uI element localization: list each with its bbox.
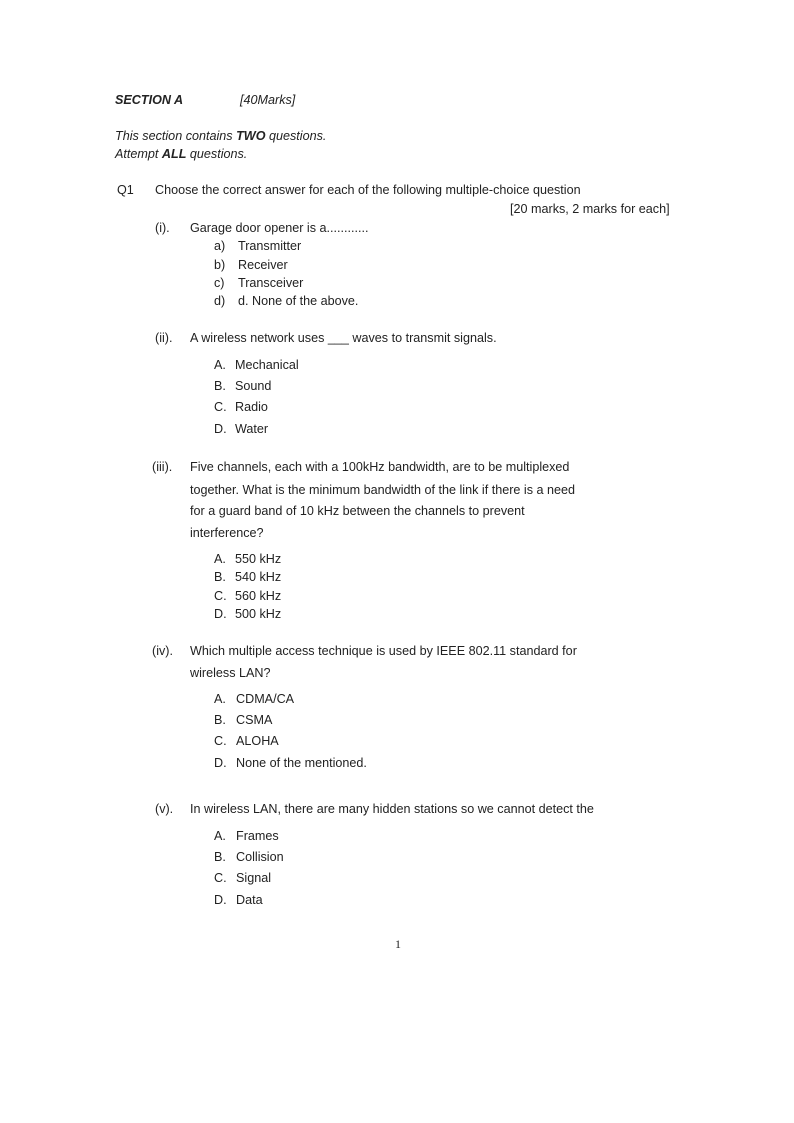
option-label: D. bbox=[214, 607, 227, 621]
option-text: Signal bbox=[236, 871, 272, 885]
option-text: Transceiver bbox=[238, 276, 304, 290]
subquestion-text: Garage door opener is a............ bbox=[190, 221, 369, 235]
subquestion-text: In wireless LAN, there are many hidden stations so we cannot detect the bbox=[190, 802, 594, 816]
option-text: Receiver bbox=[238, 258, 288, 272]
option-label: C. bbox=[214, 871, 227, 885]
option-text: d. None of the above. bbox=[238, 294, 359, 308]
option-label: A. bbox=[214, 358, 226, 372]
subquestion-number: (iv). bbox=[152, 644, 173, 658]
option-label: c) bbox=[214, 276, 225, 290]
option-label: B. bbox=[214, 570, 226, 584]
option-label: A. bbox=[214, 829, 226, 843]
subquestion-text: wireless LAN? bbox=[190, 666, 271, 680]
option-label: B. bbox=[214, 713, 226, 727]
subquestion-number: (i). bbox=[155, 221, 170, 235]
option-label: D. bbox=[214, 893, 227, 907]
option-label: a) bbox=[214, 239, 226, 253]
section-title: SECTION A bbox=[115, 93, 184, 107]
option-label: A. bbox=[214, 552, 226, 566]
option-text: 540 kHz bbox=[235, 570, 282, 584]
subquestion-number: (ii). bbox=[155, 331, 173, 345]
question-number: Q1 bbox=[117, 183, 134, 197]
subquestion-text: Which multiple access technique is used by IEEE 802.11 standard for bbox=[190, 644, 577, 658]
option-label: A. bbox=[214, 692, 226, 706]
instruction-text: questions. bbox=[265, 129, 327, 143]
section-marks: [40Marks] bbox=[240, 93, 296, 107]
subquestion-text: Five channels, each with a 100kHz bandwidth, are to be multiplexed bbox=[190, 460, 570, 474]
option-text: 500 kHz bbox=[235, 607, 282, 621]
instruction-text: This section contains bbox=[115, 129, 237, 143]
subquestion-number: (iii). bbox=[152, 460, 173, 474]
subquestion-text: interference? bbox=[190, 526, 264, 540]
option-text: 560 kHz bbox=[235, 589, 282, 603]
instruction-line-1 bbox=[115, 128, 326, 144]
instruction-emphasis: TWO bbox=[236, 129, 266, 143]
option-text: CSMA bbox=[236, 713, 273, 727]
option-text: Sound bbox=[235, 379, 272, 393]
option-label: D. bbox=[214, 422, 227, 436]
option-text: 550 kHz bbox=[235, 552, 282, 566]
option-label: B. bbox=[214, 850, 226, 864]
option-text: Water bbox=[235, 422, 269, 436]
option-label: B. bbox=[214, 379, 226, 393]
option-text: Collision bbox=[236, 850, 284, 864]
subquestion-text: for a guard band of 10 kHz between the channels to prevent bbox=[190, 504, 525, 518]
instruction-emphasis: ALL bbox=[161, 147, 187, 161]
option-label: C. bbox=[214, 734, 227, 748]
subquestion-number: (v). bbox=[155, 802, 174, 816]
instruction-line-2 bbox=[115, 146, 247, 162]
option-text: Data bbox=[236, 893, 263, 907]
option-label: d) bbox=[214, 294, 226, 308]
option-label: C. bbox=[214, 400, 227, 414]
option-label: b) bbox=[214, 258, 226, 272]
option-text: Mechanical bbox=[235, 358, 299, 372]
question-marks: [20 marks, 2 marks for each] bbox=[510, 202, 670, 216]
option-text: Transmitter bbox=[238, 239, 302, 253]
option-text: Frames bbox=[236, 829, 279, 843]
option-text: None of the mentioned. bbox=[236, 756, 367, 770]
instruction-text: Attempt bbox=[115, 147, 162, 161]
subquestion-text: A wireless network uses ___ waves to transmit signals. bbox=[190, 331, 497, 345]
option-text: Radio bbox=[235, 400, 268, 414]
instruction-text: questions. bbox=[186, 147, 248, 161]
option-label: C. bbox=[214, 589, 227, 603]
question-text: Choose the correct answer for each of the following multiple-choice question bbox=[155, 183, 581, 197]
subquestion-text: together. What is the minimum bandwidth of the link if there is a need bbox=[190, 483, 576, 497]
page-number: 1 bbox=[395, 937, 401, 951]
option-text: CDMA/CA bbox=[236, 692, 295, 706]
option-text: ALOHA bbox=[236, 734, 279, 748]
option-label: D. bbox=[214, 756, 227, 770]
